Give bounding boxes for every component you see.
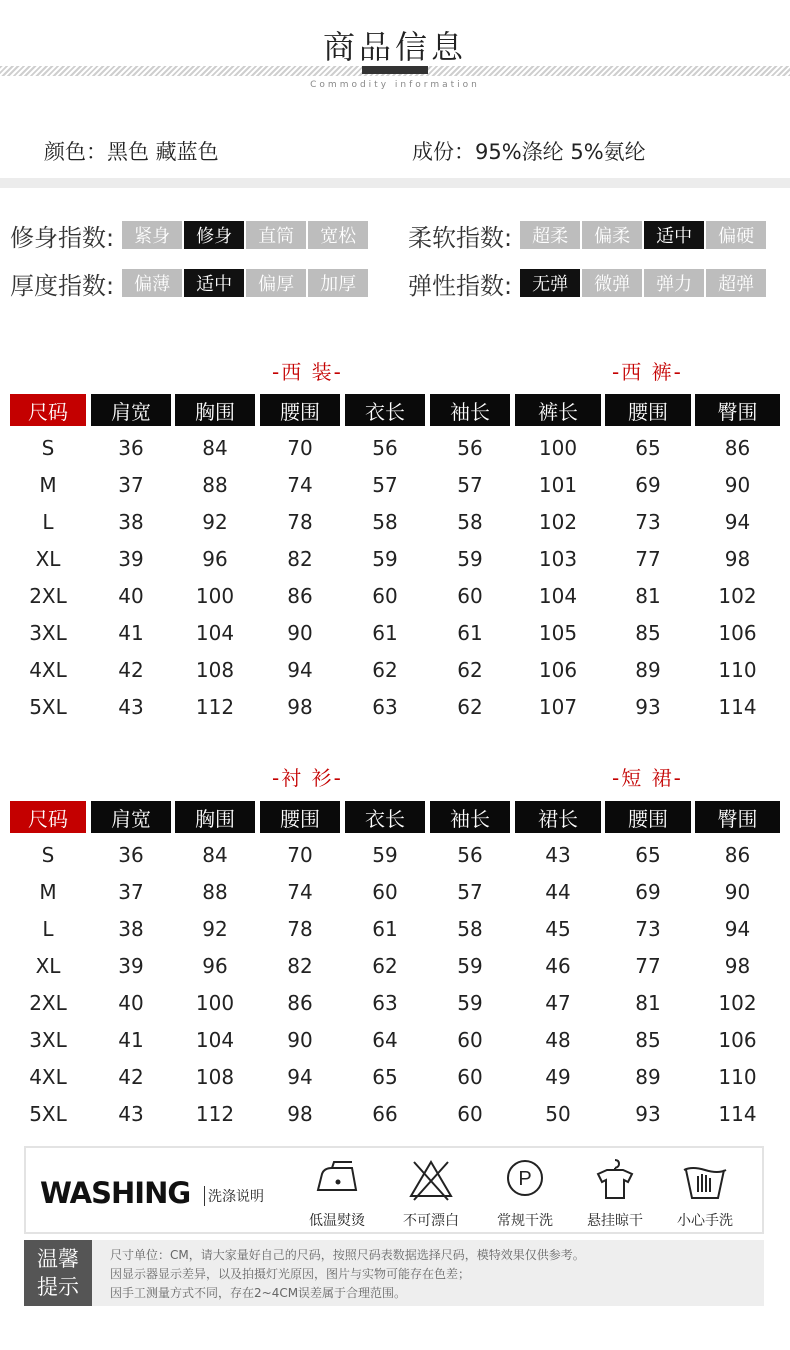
size-cell: L bbox=[42, 916, 54, 941]
measurement-cell: 112 bbox=[195, 694, 235, 719]
wash-item bbox=[480, 1154, 570, 1230]
measurement-cell: 94 bbox=[724, 916, 751, 941]
measurement-cell: 110 bbox=[718, 657, 757, 682]
section-title-left: -衬 衫- bbox=[272, 766, 343, 790]
iron-low-temp-icon bbox=[312, 1156, 362, 1202]
column-header: 袖长 bbox=[430, 394, 510, 426]
size-cell: 2XL bbox=[29, 990, 67, 1015]
measurement-cell: 98 bbox=[287, 1101, 313, 1126]
measurement-cell: 77 bbox=[635, 953, 661, 978]
no-bleach-icon bbox=[406, 1156, 456, 1202]
measurement-cell: 60 bbox=[457, 1027, 483, 1052]
measurement-cell: 39 bbox=[118, 953, 144, 978]
table-row bbox=[10, 984, 780, 1021]
measurement-cell: 107 bbox=[538, 694, 578, 719]
measurement-cell: 92 bbox=[202, 916, 228, 941]
measurement-cell: 61 bbox=[372, 916, 398, 941]
column-header: 尺码 bbox=[10, 801, 86, 833]
measurement-cell: 108 bbox=[195, 657, 235, 682]
measurement-cell: 100 bbox=[195, 990, 235, 1015]
wash-item-label: 常规干洗 bbox=[497, 1213, 553, 1229]
index-option: 宽松 bbox=[308, 221, 368, 249]
measurement-cell: 86 bbox=[724, 842, 751, 867]
size-cell: M bbox=[39, 472, 57, 497]
measurement-cell: 78 bbox=[287, 509, 313, 534]
index-option-selected: 修身 bbox=[184, 221, 244, 249]
column-header: 腰围 bbox=[605, 801, 691, 833]
size-cell: L bbox=[42, 509, 54, 534]
measurement-cell: 62 bbox=[372, 657, 398, 682]
measurement-cell: 59 bbox=[372, 546, 398, 571]
measurement-cell: 89 bbox=[635, 657, 661, 682]
index-option: 超弹 bbox=[706, 269, 766, 297]
measurement-cell: 58 bbox=[457, 916, 483, 941]
index-label: 弹性指数: bbox=[408, 271, 513, 300]
column-header: 臀围 bbox=[695, 801, 780, 833]
table-header bbox=[10, 394, 780, 426]
measurement-cell: 63 bbox=[372, 694, 398, 719]
measurement-cell: 66 bbox=[372, 1101, 398, 1126]
size-cell: XL bbox=[35, 953, 61, 978]
index-option-selected: 适中 bbox=[184, 269, 244, 297]
measurement-cell: 44 bbox=[545, 879, 571, 904]
measurement-cell: 57 bbox=[372, 472, 398, 497]
measurement-cell: 82 bbox=[287, 546, 313, 571]
measurement-cell: 92 bbox=[202, 509, 228, 534]
table-row bbox=[10, 577, 780, 614]
measurement-cell: 41 bbox=[118, 620, 144, 645]
measurement-cell: 45 bbox=[545, 916, 571, 941]
table-row bbox=[10, 947, 780, 984]
measurement-cell: 105 bbox=[538, 620, 578, 645]
table-row bbox=[10, 614, 780, 651]
measurement-cell: 37 bbox=[118, 472, 144, 497]
measurement-cell: 90 bbox=[724, 879, 751, 904]
measurement-cell: 94 bbox=[287, 1064, 313, 1089]
measurement-cell: 81 bbox=[635, 990, 661, 1015]
measurement-cell: 78 bbox=[287, 916, 313, 941]
page-subtitle: Commodity information bbox=[310, 80, 480, 90]
measurement-cell: 60 bbox=[372, 583, 398, 608]
measurement-cell: 37 bbox=[118, 879, 144, 904]
measurement-cell: 82 bbox=[287, 953, 313, 978]
measurement-cell: 57 bbox=[457, 472, 483, 497]
measurement-cell: 96 bbox=[202, 953, 228, 978]
measurement-cell: 112 bbox=[195, 1101, 235, 1126]
color-attribute: 颜色：黑色 藏蓝色 bbox=[44, 140, 219, 164]
measurement-cell: 62 bbox=[457, 694, 483, 719]
measurement-cell: 38 bbox=[118, 916, 144, 941]
measurement-cell: 86 bbox=[287, 990, 313, 1015]
measurement-cell: 61 bbox=[372, 620, 398, 645]
measurement-cell: 106 bbox=[718, 620, 757, 645]
measurement-cell: 90 bbox=[287, 620, 313, 645]
measurement-cell: 93 bbox=[635, 1101, 661, 1126]
index-option: 偏硬 bbox=[706, 221, 766, 249]
measurement-cell: 86 bbox=[287, 583, 313, 608]
index-option: 偏厚 bbox=[246, 269, 306, 297]
measurement-cell: 70 bbox=[287, 435, 313, 460]
measurement-cell: 73 bbox=[635, 916, 661, 941]
dry-clean-p-icon bbox=[500, 1156, 550, 1202]
measurement-cell: 103 bbox=[538, 546, 578, 571]
index-option: 超柔 bbox=[520, 221, 580, 249]
size-cell: M bbox=[39, 879, 57, 904]
table-row bbox=[10, 836, 780, 873]
measurement-cell: 59 bbox=[457, 990, 483, 1015]
table-row bbox=[10, 429, 780, 466]
wash-item bbox=[570, 1154, 660, 1230]
index-option-selected: 无弹 bbox=[520, 269, 580, 297]
index-option: 直筒 bbox=[246, 221, 306, 249]
measurement-cell: 59 bbox=[457, 546, 483, 571]
section-title-right: -西 裤- bbox=[612, 360, 683, 384]
index-label: 修身指数: bbox=[10, 223, 115, 252]
measurement-cell: 90 bbox=[724, 472, 751, 497]
table-row bbox=[10, 1021, 780, 1058]
measurement-cell: 47 bbox=[545, 990, 571, 1015]
measurement-cell: 42 bbox=[118, 657, 144, 682]
measurement-cell: 96 bbox=[202, 546, 228, 571]
material-attribute: 成份：95%涤纶 5%氨纶 bbox=[412, 140, 646, 164]
tips-badge-line: 提示 bbox=[37, 1275, 79, 1299]
measurement-cell: 98 bbox=[724, 953, 751, 978]
measurement-cell: 102 bbox=[538, 509, 578, 534]
size-cell: S bbox=[41, 435, 55, 460]
measurement-cell: 48 bbox=[545, 1027, 571, 1052]
column-header: 肩宽 bbox=[91, 801, 171, 833]
measurement-cell: 98 bbox=[287, 694, 313, 719]
measurement-cell: 63 bbox=[372, 990, 398, 1015]
measurement-cell: 60 bbox=[372, 879, 398, 904]
measurement-cell: 73 bbox=[635, 509, 661, 534]
size-cell: XL bbox=[35, 546, 61, 571]
table-row bbox=[10, 466, 780, 503]
measurement-cell: 106 bbox=[538, 657, 578, 682]
table-row bbox=[10, 688, 780, 725]
measurement-cell: 56 bbox=[372, 435, 398, 460]
measurement-cell: 60 bbox=[457, 1064, 483, 1089]
measurement-cell: 69 bbox=[635, 472, 661, 497]
column-header: 袖长 bbox=[430, 801, 510, 833]
measurement-cell: 89 bbox=[635, 1064, 661, 1089]
measurement-cell: 40 bbox=[118, 990, 144, 1015]
measurement-cell: 50 bbox=[545, 1101, 571, 1126]
index-option-selected: 适中 bbox=[644, 221, 704, 249]
table-row bbox=[10, 910, 780, 947]
measurement-cell: 59 bbox=[457, 953, 483, 978]
measurement-cell: 49 bbox=[545, 1064, 571, 1089]
measurement-cell: 74 bbox=[287, 879, 313, 904]
measurement-cell: 85 bbox=[635, 1027, 661, 1052]
measurement-cell: 74 bbox=[287, 472, 313, 497]
size-cell: 4XL bbox=[29, 657, 67, 682]
column-header: 腰围 bbox=[260, 801, 340, 833]
tips-badge bbox=[24, 1240, 92, 1306]
tips-line: 因显示器显示差异，以及拍摄灯光原因，图片与实物可能存在色差； bbox=[110, 1267, 471, 1281]
wash-item bbox=[386, 1154, 476, 1230]
section-title-right: -短 裙- bbox=[612, 766, 683, 790]
table-row bbox=[10, 1058, 780, 1095]
measurement-cell: 86 bbox=[724, 435, 751, 460]
section-divider bbox=[0, 178, 790, 188]
measurement-cell: 70 bbox=[287, 842, 313, 867]
svg-text:P: P bbox=[518, 1168, 532, 1190]
measurement-cell: 56 bbox=[457, 435, 483, 460]
table-row bbox=[10, 651, 780, 688]
column-header: 肩宽 bbox=[91, 394, 171, 426]
measurement-cell: 36 bbox=[118, 842, 144, 867]
measurement-cell: 58 bbox=[457, 509, 483, 534]
measurement-cell: 64 bbox=[372, 1027, 398, 1052]
tips-badge-line: 温馨 bbox=[37, 1247, 79, 1271]
column-header: 臀围 bbox=[695, 394, 780, 426]
table-row bbox=[10, 1095, 780, 1132]
measurement-cell: 65 bbox=[635, 842, 661, 867]
measurement-cell: 102 bbox=[718, 583, 757, 608]
size-cell: S bbox=[41, 842, 55, 867]
measurement-cell: 94 bbox=[724, 509, 751, 534]
index-option: 偏薄 bbox=[122, 269, 182, 297]
measurement-cell: 98 bbox=[724, 546, 751, 571]
measurement-cell: 69 bbox=[635, 879, 661, 904]
measurement-cell: 100 bbox=[195, 583, 235, 608]
measurement-cell: 39 bbox=[118, 546, 144, 571]
measurement-cell: 57 bbox=[457, 879, 483, 904]
index-label: 柔软指数: bbox=[408, 223, 513, 252]
index-option: 弹力 bbox=[644, 269, 704, 297]
measurement-cell: 56 bbox=[457, 842, 483, 867]
page-header bbox=[0, 0, 790, 100]
measurement-cell: 104 bbox=[195, 620, 235, 645]
wash-item-label: 低温熨烫 bbox=[309, 1213, 365, 1229]
measurement-cell: 46 bbox=[545, 953, 571, 978]
measurement-cell: 85 bbox=[635, 620, 661, 645]
section-title-left: -西 装- bbox=[272, 360, 343, 384]
column-header: 胸围 bbox=[175, 801, 255, 833]
measurement-cell: 88 bbox=[202, 472, 228, 497]
measurement-cell: 77 bbox=[635, 546, 661, 571]
measurement-cell: 43 bbox=[545, 842, 571, 867]
wash-item-label: 小心手洗 bbox=[677, 1213, 733, 1229]
measurement-cell: 114 bbox=[718, 694, 757, 719]
measurement-cell: 84 bbox=[202, 842, 228, 867]
measurement-cell: 94 bbox=[287, 657, 313, 682]
washing-subtitle: 洗涤说明 bbox=[204, 1186, 264, 1206]
size-cell: 2XL bbox=[29, 583, 67, 608]
page-title: 商品信息 bbox=[322, 28, 467, 66]
index-option: 偏柔 bbox=[582, 221, 642, 249]
measurement-cell: 40 bbox=[118, 583, 144, 608]
wash-item bbox=[292, 1154, 382, 1230]
measurement-cell: 104 bbox=[538, 583, 578, 608]
softness-index bbox=[408, 219, 768, 251]
washing-title: WASHING bbox=[40, 1176, 191, 1210]
measurement-cell: 102 bbox=[718, 990, 757, 1015]
measurement-cell: 60 bbox=[457, 1101, 483, 1126]
measurement-cell: 90 bbox=[287, 1027, 313, 1052]
hand-wash-icon bbox=[680, 1156, 730, 1202]
measurement-cell: 106 bbox=[718, 1027, 757, 1052]
tips-line: 因手工测量方式不同，存在2~4CM误差属于合理范围。 bbox=[110, 1286, 407, 1300]
washing-instructions bbox=[24, 1146, 764, 1234]
wash-item-label: 悬挂晾干 bbox=[587, 1213, 643, 1229]
measurement-cell: 114 bbox=[718, 1101, 757, 1126]
measurement-cell: 62 bbox=[457, 657, 483, 682]
column-header: 尺码 bbox=[10, 394, 86, 426]
measurement-cell: 108 bbox=[195, 1064, 235, 1089]
index-option: 微弹 bbox=[582, 269, 642, 297]
measurement-cell: 60 bbox=[457, 583, 483, 608]
measurement-cell: 41 bbox=[118, 1027, 144, 1052]
size-cell: 3XL bbox=[29, 620, 67, 645]
measurement-cell: 100 bbox=[538, 435, 578, 460]
measurement-cell: 36 bbox=[118, 435, 144, 460]
measurement-cell: 58 bbox=[372, 509, 398, 534]
index-option: 紧身 bbox=[122, 221, 182, 249]
table-row bbox=[10, 540, 780, 577]
measurement-cell: 59 bbox=[372, 842, 398, 867]
measurement-cell: 62 bbox=[372, 953, 398, 978]
measurement-cell: 104 bbox=[195, 1027, 235, 1052]
measurement-cell: 101 bbox=[538, 472, 578, 497]
wash-item bbox=[660, 1154, 750, 1230]
column-header: 衣长 bbox=[345, 801, 425, 833]
table-row bbox=[10, 873, 780, 910]
hang-dry-icon bbox=[590, 1156, 640, 1202]
column-header: 腰围 bbox=[260, 394, 340, 426]
measurement-cell: 88 bbox=[202, 879, 228, 904]
wash-item-label: 不可漂白 bbox=[403, 1213, 459, 1229]
measurement-cell: 61 bbox=[457, 620, 483, 645]
measurement-cell: 110 bbox=[718, 1064, 757, 1089]
fit-index bbox=[10, 219, 370, 251]
column-header: 胸围 bbox=[175, 394, 255, 426]
measurement-cell: 43 bbox=[118, 694, 144, 719]
thickness-index bbox=[10, 267, 370, 299]
table-row bbox=[10, 503, 780, 540]
column-header: 裙长 bbox=[515, 801, 601, 833]
measurement-cell: 38 bbox=[118, 509, 144, 534]
measurement-cell: 84 bbox=[202, 435, 228, 460]
header-accent-bar bbox=[362, 66, 428, 74]
index-label: 厚度指数: bbox=[10, 271, 115, 300]
size-cell: 5XL bbox=[29, 694, 67, 719]
measurement-cell: 65 bbox=[372, 1064, 398, 1089]
size-cell: 4XL bbox=[29, 1064, 67, 1089]
tips-line: 尺寸单位：CM，请大家量好自己的尺码，按照尺码表数据选择尺码，模特效果仅供参考。 bbox=[110, 1248, 585, 1262]
tips-box bbox=[24, 1240, 764, 1306]
column-header: 腰围 bbox=[605, 394, 691, 426]
column-header: 裤长 bbox=[515, 394, 601, 426]
size-cell: 5XL bbox=[29, 1101, 67, 1126]
table-header bbox=[10, 801, 780, 833]
size-cell: 3XL bbox=[29, 1027, 67, 1052]
measurement-cell: 42 bbox=[118, 1064, 144, 1089]
measurement-cell: 43 bbox=[118, 1101, 144, 1126]
elasticity-index bbox=[408, 267, 768, 299]
index-option: 加厚 bbox=[308, 269, 368, 297]
measurement-cell: 81 bbox=[635, 583, 661, 608]
column-header: 衣长 bbox=[345, 394, 425, 426]
measurement-cell: 93 bbox=[635, 694, 661, 719]
measurement-cell: 65 bbox=[635, 435, 661, 460]
